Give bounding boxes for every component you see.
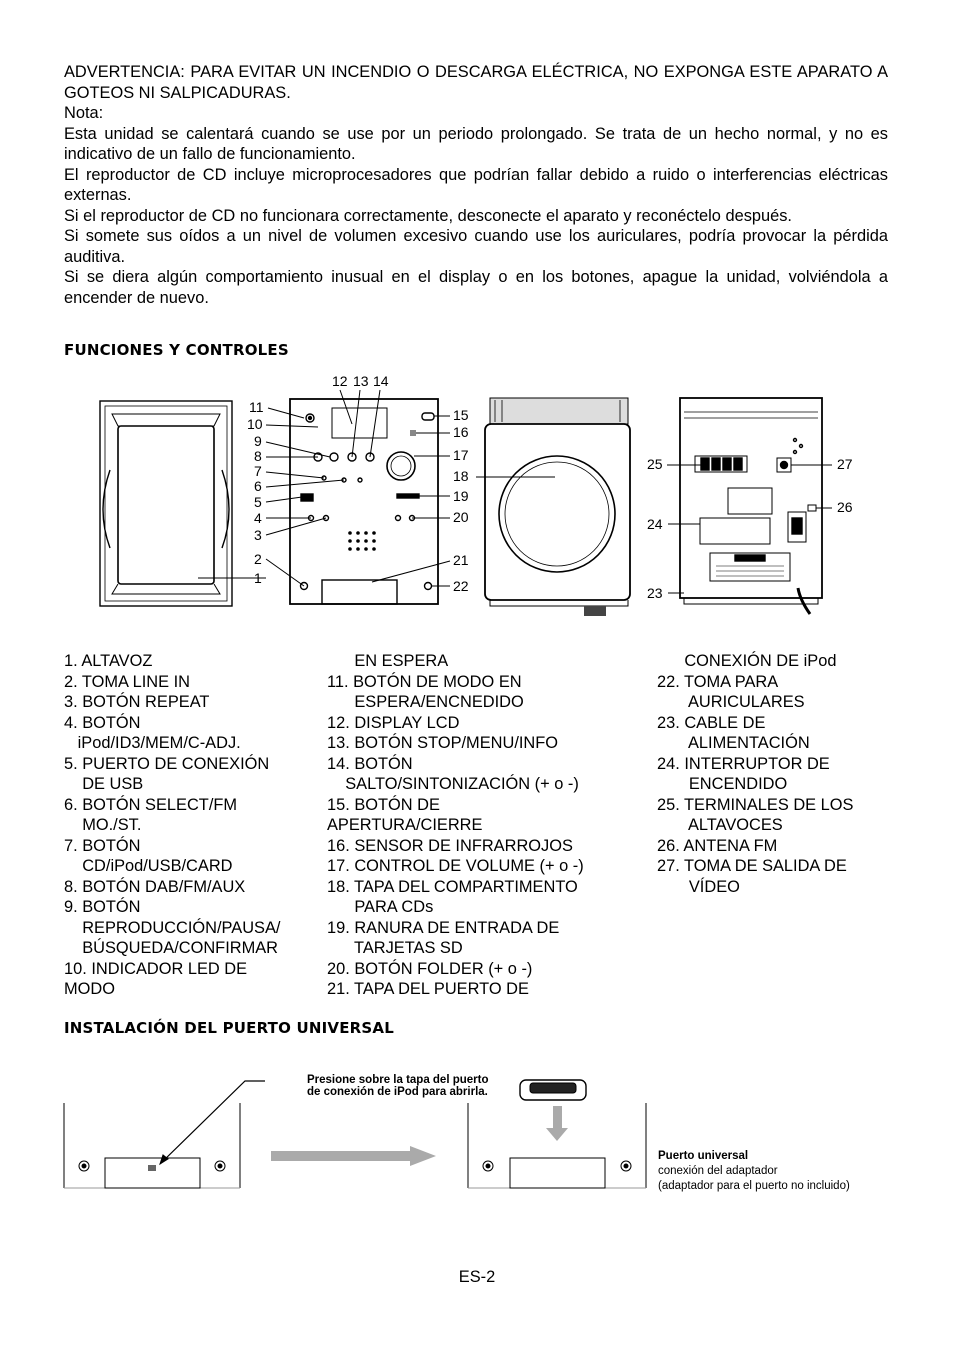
- controls-list-line: ALTAVOCES: [657, 816, 783, 834]
- callout-10: 10: [247, 416, 263, 432]
- note-paragraph: Si somete sus oídos a un nivel de volumen excesivo cuando use los auriculares, podría provocar la pérdida auditiva.: [64, 227, 888, 266]
- controls-list-line: 26. ANTENA FM: [657, 836, 778, 855]
- controls-list-line: 9. BOTÓN: [64, 898, 141, 916]
- controls-list-line: ALIMENTACIÓN: [657, 734, 810, 752]
- callout-11: 11: [249, 399, 264, 415]
- controls-list-line: 8. BOTÓN DAB/FM/AUX: [64, 877, 246, 896]
- side-unit-illustration: [485, 398, 630, 616]
- controls-list-line: 2. TOMA LINE IN: [64, 672, 191, 691]
- callout-17: 17: [453, 447, 469, 463]
- unit-open-illustration: [468, 1080, 646, 1188]
- callout-4: 4: [254, 510, 262, 526]
- front-unit-illustration: [290, 399, 438, 604]
- controls-list-line: 22. TOMA PARA: [657, 672, 779, 691]
- controls-list-line: CD/iPod/USB/CARD: [64, 857, 233, 875]
- controls-list-line: MODO: [64, 980, 115, 998]
- controls-list-line: CONEXIÓN DE iPod: [657, 652, 837, 670]
- controls-list-line: 14. BOTÓN: [327, 754, 413, 773]
- controls-list-line: 5. PUERTO DE CONEXIÓN: [64, 754, 270, 773]
- callout-6: 6: [254, 478, 262, 494]
- controls-list-line: 17. CONTROL DE VOLUME (+ o -): [327, 857, 584, 875]
- arrow-down-icon: [546, 1106, 568, 1141]
- controls-list-column-1: [64, 651, 314, 1000]
- controls-list-line: REPRODUCCIÓN/PAUSA/: [64, 918, 281, 937]
- callout-9: 9: [254, 433, 262, 449]
- callout-14: 14: [373, 373, 389, 389]
- note-paragraph: Si se diera algún comportamiento inusual en el display o en los botones, apague la unidad, volviéndola a encender de nuevo.: [64, 268, 888, 307]
- controls-list-line: 4. BOTÓN: [64, 713, 141, 732]
- callout-23: 23: [647, 585, 663, 601]
- controls-list-line: APERTURA/CIERRE: [327, 816, 483, 834]
- controls-list-column-2: [327, 651, 637, 1000]
- callout-3: 3: [254, 527, 262, 543]
- controls-list-line: 15. BOTÓN DE: [327, 795, 440, 814]
- page-number: ES-2: [458, 1268, 496, 1286]
- controls-list-line: 24. INTERRUPTOR DE: [657, 754, 830, 773]
- speaker-illustration: [100, 401, 232, 606]
- callout-13: 13: [353, 373, 369, 389]
- controls-list-line: 23. CABLE DE: [657, 713, 766, 732]
- callout-22: 22: [453, 578, 469, 594]
- callout-8: 8: [254, 448, 262, 464]
- controls-list-line: 19. RANURA DE ENTRADA DE: [327, 918, 560, 937]
- universal-port-title: Puerto universal: [658, 1150, 749, 1162]
- callout-21: 21: [453, 552, 469, 568]
- controls-list-line: AURICULARES: [657, 693, 805, 711]
- controls-list-line: 13. BOTÓN STOP/MENU/INFO: [327, 734, 559, 752]
- controls-list-line: 21. TAPA DEL PUERTO DE: [327, 980, 529, 998]
- controls-list-line: 7. BOTÓN: [64, 836, 141, 855]
- controls-list-line: DE USB: [64, 775, 144, 793]
- arrow-right-icon: [271, 1146, 436, 1166]
- controls-list-line: 12. DISPLAY LCD: [327, 713, 460, 732]
- universal-port-line2: (adaptador para el puerto no incluido): [658, 1180, 850, 1192]
- controls-list-line: 20. BOTÓN FOLDER (+ o -): [327, 959, 533, 978]
- callout-2: 2: [254, 551, 262, 567]
- note-paragraph: El reproductor de CD incluye microprocesadores que podrían fallar debido a ruido o interferencias eléctricas externas.: [64, 165, 888, 204]
- callout-16: 16: [453, 424, 469, 440]
- note-paragraph: Esta unidad se calentará cuando se use por un periodo prolongado. Se trata de un hecho normal, y no es indicativo de un fallo de funcionamiento.: [64, 124, 888, 163]
- callout-1: 1: [254, 570, 262, 586]
- controls-list-line: 25. TERMINALES DE LOS: [657, 795, 854, 814]
- callout-7: 7: [254, 463, 262, 479]
- controls-list-line: ESPERA/ENCNEDIDO: [327, 693, 524, 711]
- callout-27: 27: [837, 456, 853, 472]
- controls-list-line: VÍDEO: [657, 877, 740, 896]
- controls-list-line: ENCENDIDO: [657, 775, 788, 793]
- section-title-install: INSTALACIÓN DEL PUERTO UNIVERSAL: [64, 1019, 394, 1037]
- controls-list-column-3: [657, 651, 897, 897]
- controls-list-line: 10. INDICADOR LED DE: [64, 959, 248, 978]
- rear-unit-illustration: [680, 398, 822, 614]
- controls-list-line: PARA CDs: [327, 898, 434, 916]
- controls-list-line: TARJETAS SD: [327, 939, 463, 957]
- controls-list-line: EN ESPERA: [327, 652, 449, 670]
- callout-12: 12: [332, 373, 348, 389]
- controls-list-line: 16. SENSOR DE INFRARROJOS: [327, 836, 573, 855]
- controls-list-line: 18. TAPA DEL COMPARTIMENTO: [327, 877, 578, 896]
- callout-18: 18: [453, 468, 469, 484]
- controls-list-line: 27. TOMA DE SALIDA DE: [657, 857, 847, 875]
- callout-5: 5: [254, 494, 262, 510]
- section-title-controls: FUNCIONES Y CONTROLES: [64, 341, 289, 359]
- controls-list-line: 11. BOTÓN DE MODO EN: [327, 672, 522, 691]
- warning-paragraph: ADVERTENCIA: PARA EVITAR UN INCENDIO O DESCARGA ELÉCTRICA, NO EXPONGA ESTE APARATO A GOTEOS NI SALPICADURAS.: [64, 63, 888, 102]
- callout-15: 15: [453, 407, 469, 423]
- callout-19: 19: [453, 488, 469, 504]
- controls-list-line: MO./ST.: [64, 816, 142, 834]
- controls-list-line: SALTO/SINTONIZACIÓN (+ o -): [327, 775, 579, 793]
- controls-list-line: 6. BOTÓN SELECT/FM: [64, 795, 238, 814]
- callout-26: 26: [837, 499, 853, 515]
- controls-diagram: [0, 0, 954, 640]
- controls-list-line: iPod/ID3/MEM/C-ADJ.: [64, 734, 241, 752]
- install-callout-line1: Presione sobre la tapa del puerto: [307, 1074, 489, 1086]
- note-label: Nota:: [64, 104, 104, 122]
- callout-24: 24: [647, 516, 663, 532]
- controls-list-line: 1. ALTAVOZ: [64, 652, 153, 670]
- controls-list-line: 3. BOTÓN REPEAT: [64, 693, 210, 711]
- install-callout-line2: de conexión de iPod para abrirla.: [307, 1086, 488, 1098]
- unit-closed-illustration: [64, 1081, 265, 1188]
- universal-port-line1: conexión del adaptador: [658, 1165, 778, 1177]
- callout-25: 25: [647, 456, 663, 472]
- callout-20: 20: [453, 509, 469, 525]
- controls-list-line: BÚSQUEDA/CONFIRMAR: [64, 939, 279, 957]
- note-paragraph: Si el reproductor de CD no funcionara correctamente, desconecte el aparato y reconéctelo después.: [64, 206, 792, 225]
